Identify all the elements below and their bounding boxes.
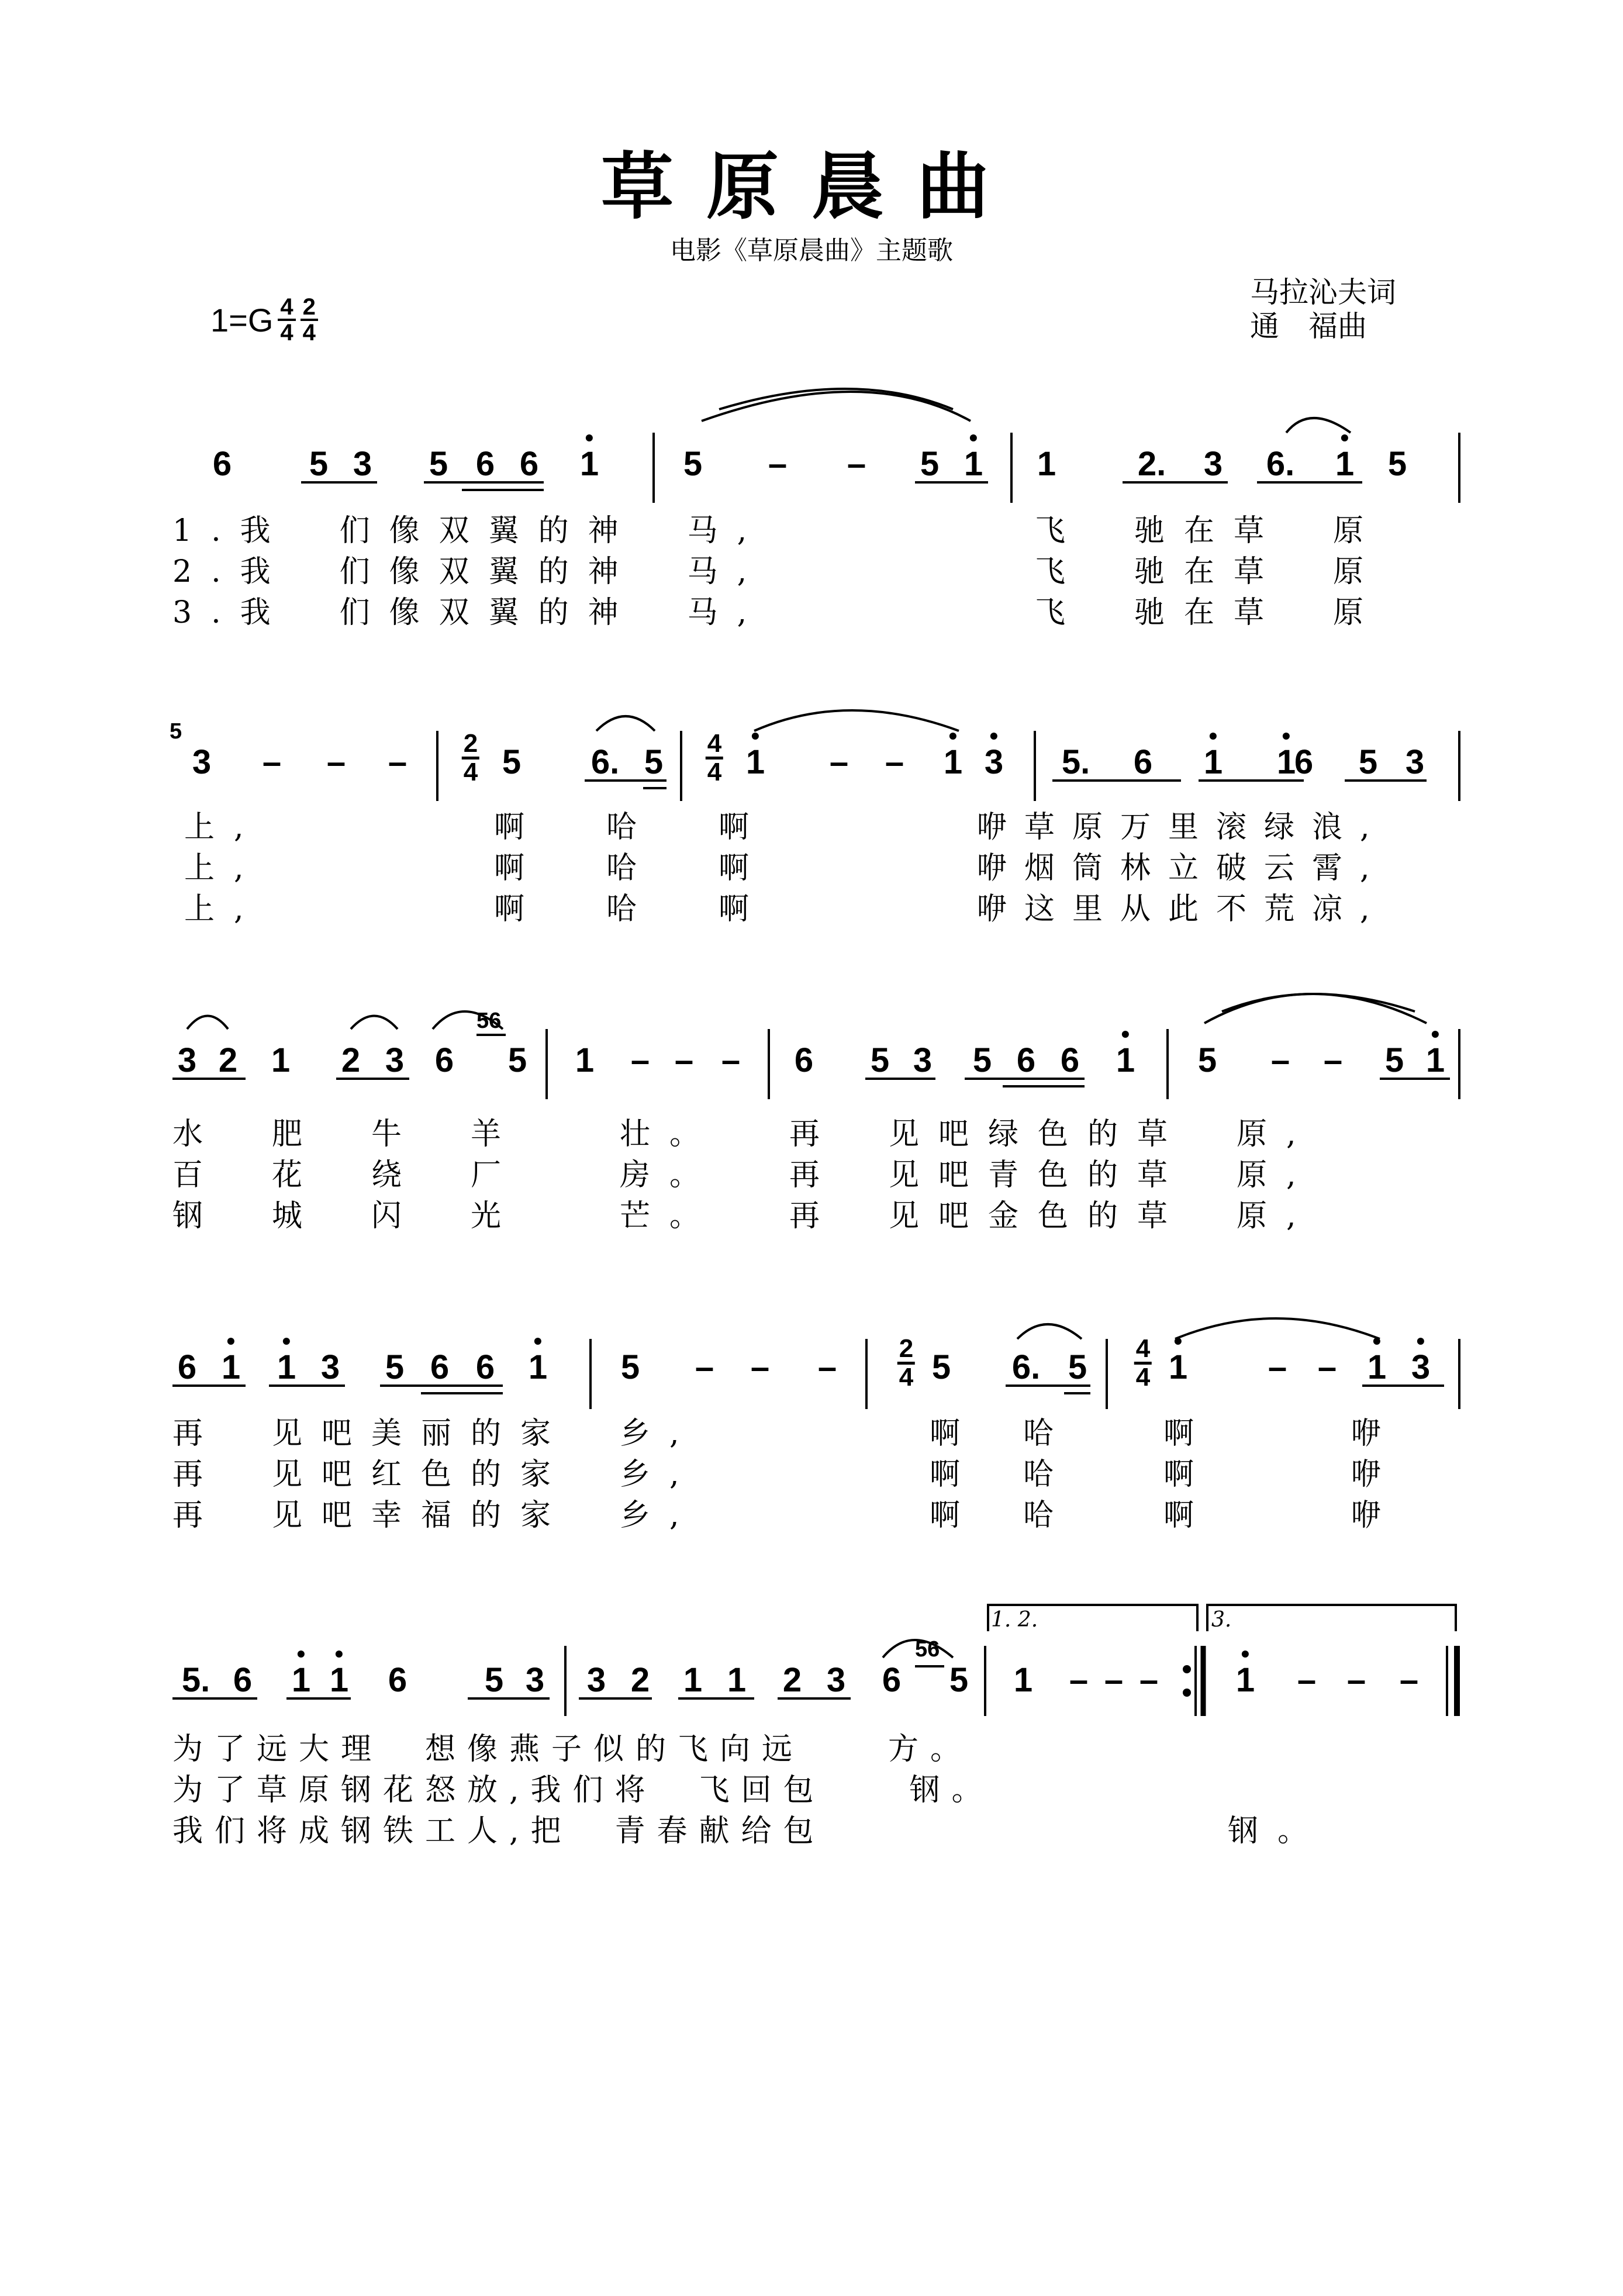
ending-3-label: 3. (1211, 1608, 1232, 1632)
grace-note: 56 (915, 1637, 940, 1662)
dash: – (1270, 1041, 1290, 1079)
note: 1 (1203, 743, 1223, 781)
lyric-verse-2b: 啊 哈 啊 (494, 851, 775, 886)
dash: – (1399, 1661, 1419, 1699)
note: 3 (1405, 743, 1425, 781)
note: 3 (385, 1041, 405, 1079)
note: 1 (1116, 1041, 1135, 1079)
note: 2 (218, 1041, 238, 1079)
dash: – (695, 1348, 714, 1386)
note: 2 (630, 1661, 650, 1699)
note: 5 (949, 1661, 969, 1699)
note: 1 (221, 1348, 241, 1386)
note: 6. (1011, 1348, 1041, 1386)
lyric-verse-2: 再 见吧红色的家 乡, (172, 1457, 699, 1492)
note: 3 (353, 445, 372, 483)
note: 3 (826, 1661, 846, 1699)
dash: – (1139, 1661, 1159, 1699)
dash: – (1317, 1348, 1337, 1386)
lyric-verse-3: 再 见吧幸福的家 乡, (172, 1498, 699, 1533)
note: 6 (475, 1348, 495, 1386)
note: 6 (1060, 1041, 1080, 1079)
note: 1 (1235, 1661, 1255, 1699)
note: 5 (1068, 1348, 1087, 1386)
note: 5 (683, 445, 703, 483)
note: 2 (341, 1041, 361, 1079)
note: 5 (1387, 445, 1407, 483)
grace-note: 56 (476, 1009, 502, 1033)
lyric-verse-3-end: 钢。 (1228, 1814, 1328, 1849)
dash: – (1297, 1661, 1317, 1699)
page-title: 草原晨曲 (600, 144, 1022, 229)
dash: – (1268, 1348, 1287, 1386)
lyric-verse-3b: 啊 哈 啊 (494, 892, 775, 927)
dash: – (262, 743, 282, 781)
note: 5 (644, 743, 664, 781)
composer-credit: 通 福曲 (1250, 309, 1367, 343)
grace-note: 5 (170, 719, 182, 744)
note: 5 (870, 1041, 890, 1079)
lyric-verse-1b: 飞 驰在草 原 (1035, 513, 1383, 548)
dash: – (1346, 1661, 1366, 1699)
time-change: 2 4 (462, 731, 479, 785)
note: 1 (1367, 1348, 1387, 1386)
note: 1 (1013, 1661, 1033, 1699)
note: 6. (591, 743, 620, 781)
lyric-verse-1: 为了远大理 想像燕子似的飞向远 方。 (172, 1732, 973, 1767)
dash: – (1104, 1661, 1124, 1699)
note: 3 (586, 1661, 606, 1699)
note: 5 (484, 1661, 504, 1699)
note: 3 (1411, 1348, 1431, 1386)
note: 1 (329, 1661, 349, 1699)
note: 1 (271, 1041, 291, 1079)
note: 5 (1384, 1041, 1404, 1079)
dash: – (674, 1041, 694, 1079)
ending-1-2-label: 1. 2. (991, 1608, 1038, 1632)
note: 6 (882, 1661, 902, 1699)
lyric-verse-3b: 飞 驰在草 原 (1035, 595, 1383, 630)
note: 3 (192, 743, 212, 781)
note: 6 (519, 445, 539, 483)
note: 6 (177, 1348, 197, 1386)
note: 1 (291, 1661, 311, 1699)
note: 5 (920, 445, 940, 483)
note: 6 (212, 445, 232, 483)
lyricist-credit: 马拉沁夫词 (1250, 275, 1396, 309)
dash: – (630, 1041, 650, 1079)
key-label: 1=G (210, 301, 274, 339)
dash: – (847, 445, 866, 483)
note: 5 (502, 743, 522, 781)
note: 6 (1294, 743, 1314, 781)
lyric-verse-1b: 啊 哈 啊 咿 (930, 1416, 1398, 1451)
note: 5 (620, 1348, 640, 1386)
note: 5 (972, 1041, 992, 1079)
note: 1 (964, 445, 983, 483)
time-signature-2-4: $\frac{2}{4}$ (301, 295, 318, 344)
lyric-verse-2: 为了草原钢花怒放,我们将 飞回包 钢。 (172, 1773, 994, 1808)
note: 1 (683, 1661, 703, 1699)
lyric-verse-1: 1.我 们像双翼的神 马, (172, 513, 766, 548)
dash: – (1323, 1041, 1343, 1079)
note: 5 (507, 1041, 527, 1079)
time-change: 4 4 (1134, 1336, 1152, 1390)
lyric-verse-3: 上, (184, 892, 263, 927)
note: 6 (233, 1661, 253, 1699)
dash: – (829, 743, 849, 781)
lyric-verse-1: 上, (184, 810, 263, 845)
note: 6 (1016, 1041, 1036, 1079)
note: 6. (1266, 445, 1295, 483)
note: 6 (475, 445, 495, 483)
note: 5 (385, 1348, 405, 1386)
lyric-verse-3: 钢 城 闪 光 芒。 (172, 1199, 720, 1234)
dash: – (817, 1348, 837, 1386)
note: 6 (388, 1661, 408, 1699)
note: 2 (782, 1661, 802, 1699)
note: 1 (575, 1041, 595, 1079)
time-change: 4 4 (706, 731, 723, 785)
note: 1 (579, 445, 599, 483)
note: 6 (430, 1348, 450, 1386)
lyric-verse-1: 再 见吧美丽的家 乡, (172, 1416, 699, 1451)
note: 6 (1133, 743, 1153, 781)
dash: – (768, 445, 788, 483)
lyric-verse-3b: 啊 哈 啊 咿 (930, 1498, 1398, 1533)
note: 3 (984, 743, 1004, 781)
lyric-verse-1: 水 肥 牛 羊 壮。 (172, 1117, 720, 1152)
page-subtitle: 电影《草原晨曲》主题歌 (670, 236, 953, 265)
note: 1 (943, 743, 963, 781)
lyric-verse-2c: 咿烟筒林立破云霄, (976, 851, 1387, 886)
note: 5. (181, 1661, 210, 1699)
note: 1 (727, 1661, 747, 1699)
lyric-verse-1b: 啊 哈 啊 (494, 810, 775, 845)
note: 6 (434, 1041, 454, 1079)
lyric-verse-2: 2.我 们像双翼的神 马, (172, 554, 766, 589)
note: 1 (1037, 445, 1056, 483)
dash: – (1069, 1661, 1089, 1699)
note: 1 (528, 1348, 548, 1386)
note: 1 (745, 743, 765, 781)
note: 1 (1168, 1348, 1188, 1386)
lyric-verse-1b: 再 见吧绿色的草 原, (789, 1117, 1315, 1152)
lyric-verse-2b: 啊 哈 啊 咿 (930, 1457, 1398, 1492)
lyric-verse-3b: 再 见吧金色的草 原, (789, 1199, 1315, 1234)
note: 6 (794, 1041, 814, 1079)
note: 1 (277, 1348, 296, 1386)
note: 5 (1197, 1041, 1217, 1079)
note: 5. (1061, 743, 1090, 781)
note: 5 (309, 445, 329, 483)
lyric-verse-3: 我们将成钢铁工人,把 青春献给包 (172, 1814, 826, 1849)
note: 3 (525, 1661, 545, 1699)
lyric-verse-1c: 咿草原万里滚绿浪, (976, 810, 1387, 845)
dash: – (388, 743, 408, 781)
lyric-verse-2b: 再 见吧青色的草 原, (789, 1158, 1315, 1193)
dash: – (750, 1348, 770, 1386)
lyric-verse-2: 上, (184, 851, 263, 886)
lyric-verse-2b: 飞 驰在草 原 (1035, 554, 1383, 589)
lyric-verse-3: 3.我 们像双翼的神 马, (172, 595, 766, 630)
time-signature-4-4: $\frac{4}{4}$ (278, 295, 295, 344)
note: 1 (1335, 445, 1355, 483)
note: 5 (931, 1348, 951, 1386)
note: 3 (320, 1348, 340, 1386)
dash: – (885, 743, 904, 781)
note: 1 (1425, 1041, 1445, 1079)
note: 5 (1358, 743, 1378, 781)
lyric-verse-2: 百 花 绕 厂 房。 (172, 1158, 720, 1193)
note: 1 (1276, 743, 1296, 781)
time-change: 2 4 (897, 1336, 915, 1390)
note: 3 (913, 1041, 933, 1079)
note: 3 (177, 1041, 197, 1079)
note: 2. (1137, 445, 1166, 483)
dash: – (326, 743, 346, 781)
dash: – (721, 1041, 741, 1079)
note: 5 (429, 445, 448, 483)
lyric-verse-3c: 咿这里从此不荒凉, (976, 892, 1387, 927)
note: 3 (1203, 445, 1223, 483)
